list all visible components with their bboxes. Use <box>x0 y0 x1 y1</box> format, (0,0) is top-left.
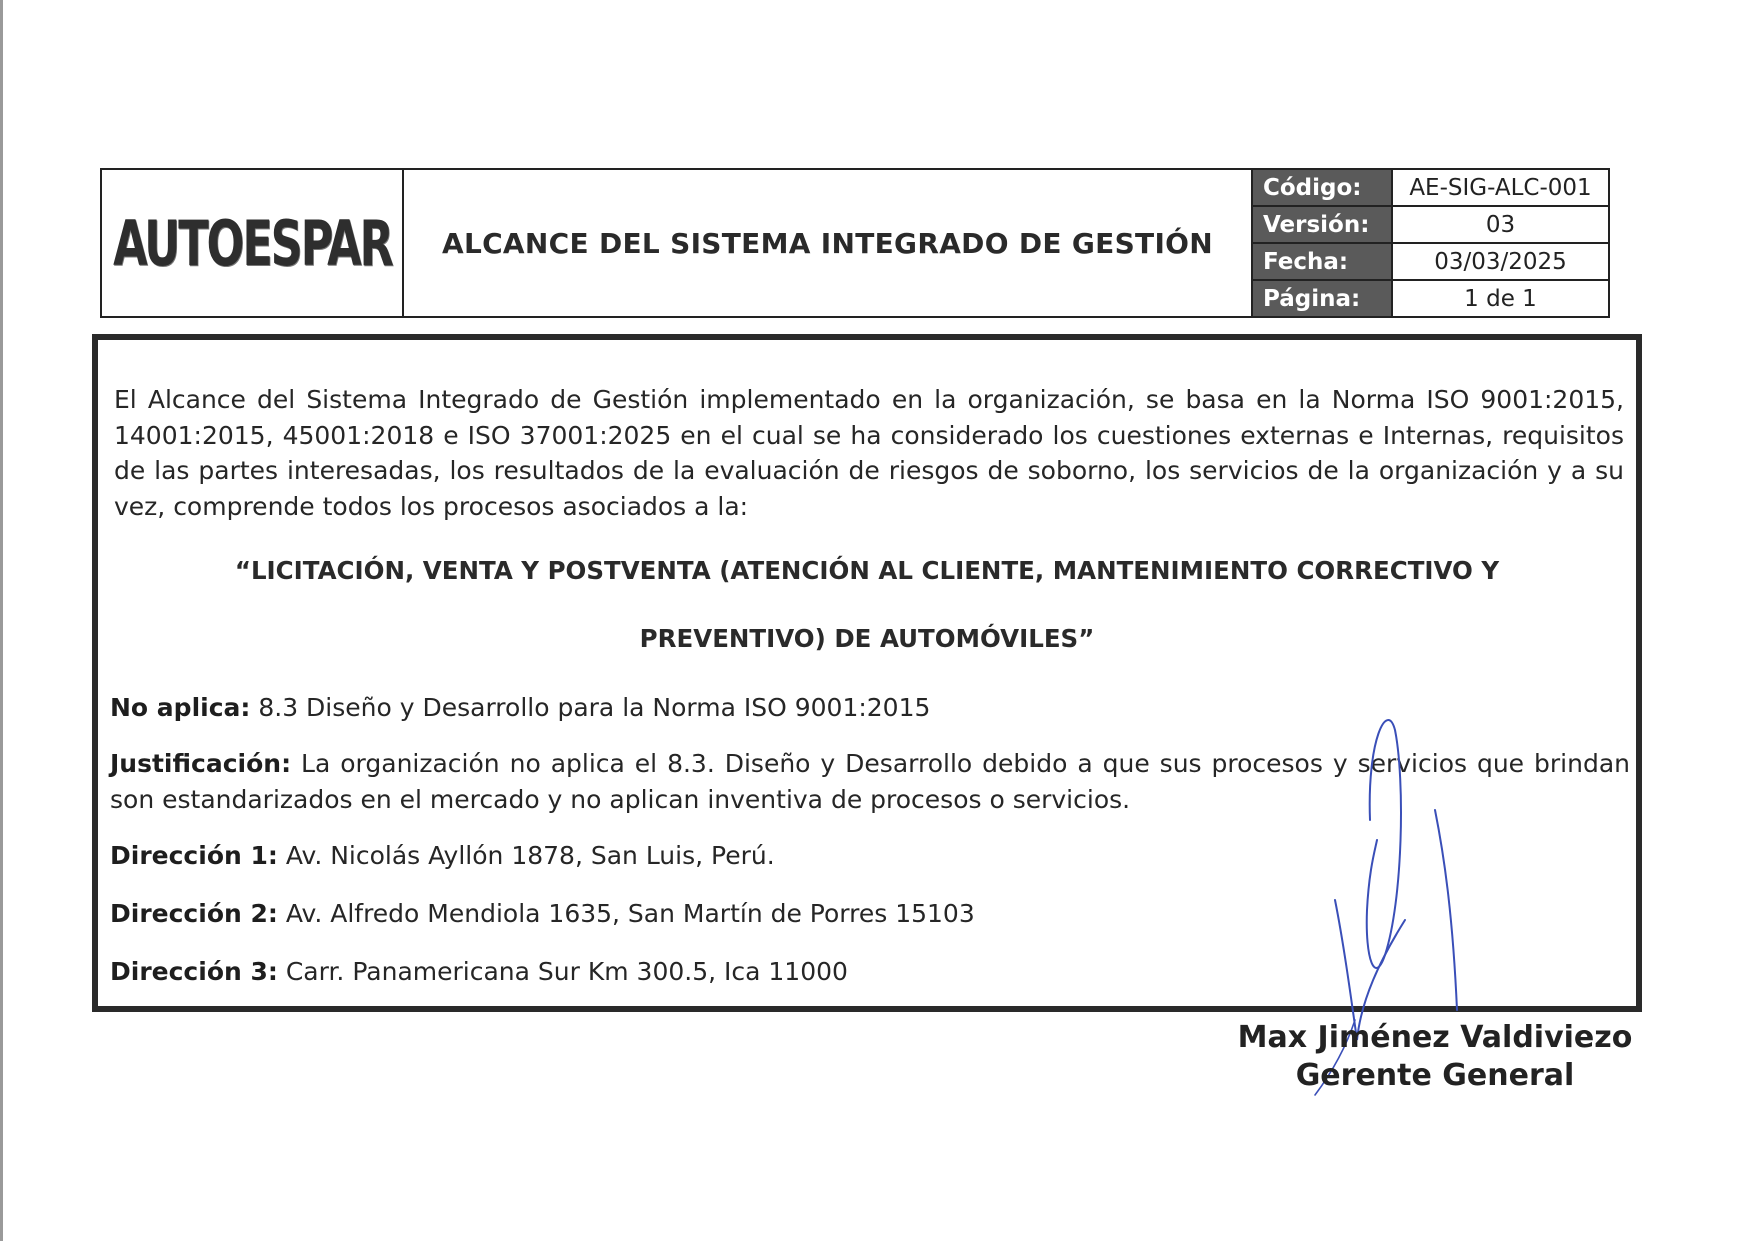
scan-edge <box>0 0 3 1241</box>
meta-row-pagina <box>1253 281 1608 316</box>
meta-value: 1 de 1 <box>1391 281 1608 316</box>
meta-label: Versión: <box>1253 207 1391 242</box>
signature-stroke <box>1335 900 1405 1040</box>
direccion-text: Carr. Panamericana Sur Km 300.5, Ica 11000 <box>277 957 848 986</box>
justificacion-text: La organización no aplica el 8.3. Diseño y Desarrollo debido a que sus procesos y servicios que brindan son estandarizados en el mercado y no aplican inventiva de procesos o servicios. <box>110 749 1630 814</box>
company-logo: AUTOESPAR <box>112 206 392 280</box>
meta-row-fecha <box>1253 244 1608 281</box>
no-aplica-line <box>110 690 930 726</box>
justificacion-label: Justificación: <box>110 749 292 778</box>
direccion-line-2 <box>110 896 975 932</box>
signatory-name: Max Jiménez Valdiviezo <box>1237 1020 1633 1055</box>
document-metadata <box>1253 170 1608 316</box>
direccion-label: Dirección 1: <box>110 841 278 870</box>
meta-label: Fecha: <box>1253 244 1391 279</box>
scope-statement-line-2: PREVENTIVO) DE AUTOMÓVILES” <box>639 624 1095 653</box>
meta-label: Código: <box>1253 170 1391 205</box>
document-title: ALCANCE DEL SISTEMA INTEGRADO DE GESTIÓN <box>441 226 1214 260</box>
direccion-line-1 <box>110 838 775 874</box>
meta-value: AE-SIG-ALC-001 <box>1391 170 1608 205</box>
no-aplica-text: 8.3 Diseño y Desarrollo para la Norma ISO 9001:2015 <box>250 693 931 722</box>
scope-statement-line-1: “LICITACIÓN, VENTA Y POSTVENTA (ATENCIÓN AL CLIENTE, MANTENIMIENTO CORRECTIVO Y <box>234 556 1500 585</box>
no-aplica-label: No aplica: <box>110 693 251 722</box>
intro-paragraph: El Alcance del Sistema Integrado de Gestión implementado en la organización, se basa en la Norma ISO 9001:2015, 14001:2015, 45001:2018 e ISO 37001:2025 en el cual se ha considerado los cuestiones externas e Internas, requisitos de las partes interesadas, los resultados de la evaluación de riesgos de soborno, los servicios de la organización y a su vez, comprende todos los procesos asociados a la: <box>114 385 1624 521</box>
direccion-label: Dirección 2: <box>110 899 278 928</box>
meta-value: 03/03/2025 <box>1391 244 1608 279</box>
direccion-line-3 <box>110 954 848 990</box>
direccion-label: Dirección 3: <box>110 957 278 986</box>
meta-value: 03 <box>1391 207 1608 242</box>
direccion-text: Av. Alfredo Mendiola 1635, San Martín de Porres 15103 <box>277 899 975 928</box>
signature-stroke <box>1435 810 1457 1010</box>
signatory-role: Gerente General <box>1295 1058 1575 1093</box>
meta-row-version <box>1253 207 1608 244</box>
document-header <box>100 168 1610 318</box>
title-cell <box>404 170 1253 316</box>
meta-row-codigo <box>1253 170 1608 207</box>
meta-label: Página: <box>1253 281 1391 316</box>
signature-stroke <box>1367 720 1401 968</box>
logo-cell <box>102 170 404 316</box>
direccion-text: Av. Nicolás Ayllón 1878, San Luis, Perú. <box>277 841 775 870</box>
